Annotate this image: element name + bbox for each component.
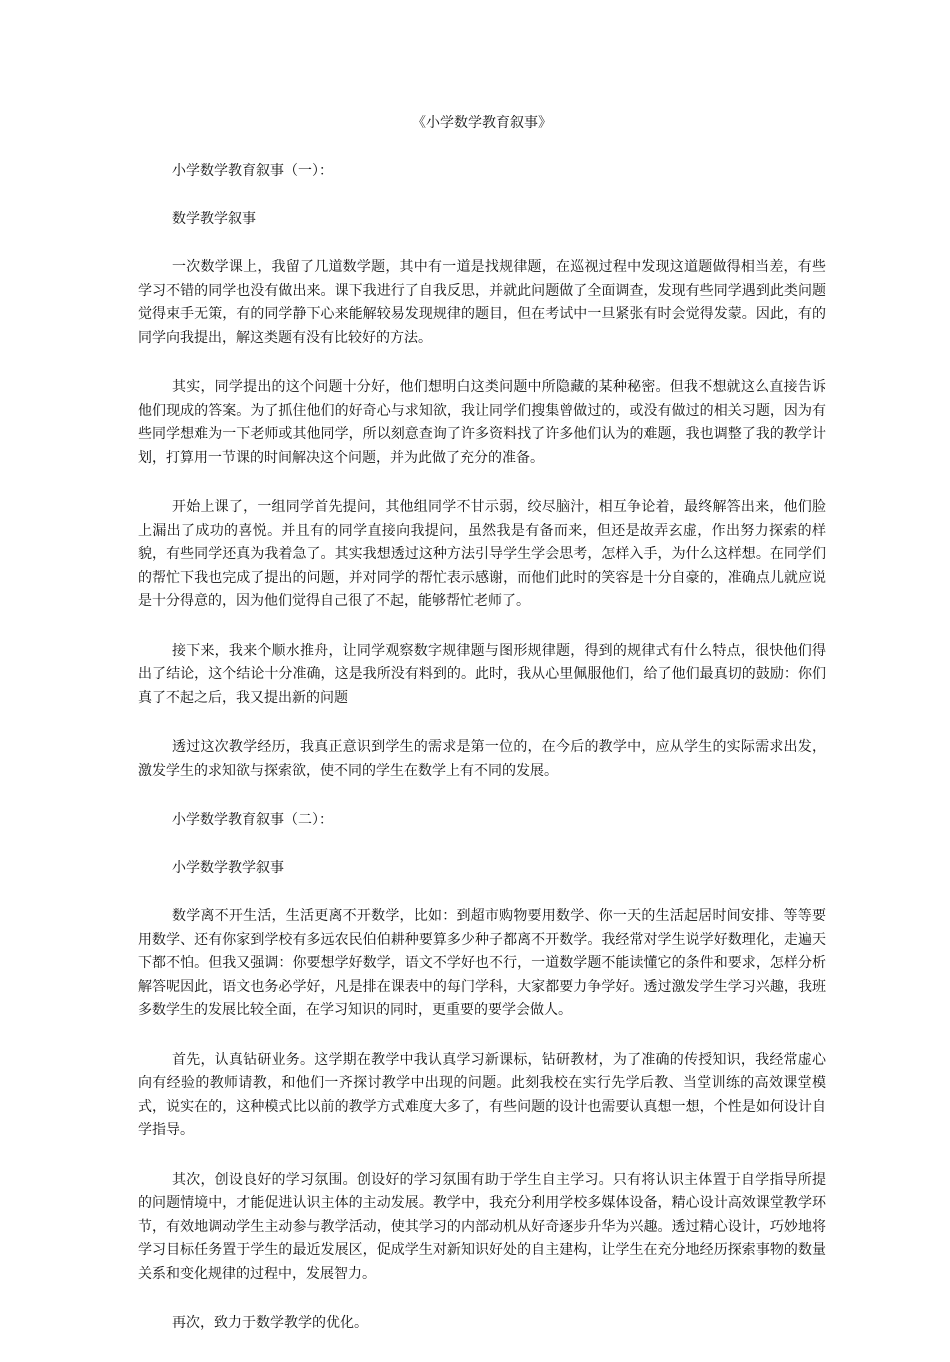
paragraph: 首先，认真钻研业务。这学期在教学中我认真学习新课标，钻研教材，为了准确的传授知识，我经常虚心向有经验的教师请教，和他们一齐探讨教学中出现的问题。此刻我校在实行先学后教、当堂训练的高效课堂模式，说实在的，这种模式比以前的教学方式难度大多了，有些问题的设计也需要认真想一想，个性是如何设计自学指导。: [138, 1051, 826, 1138]
part2-subheading: 小学数学教学叙事: [172, 860, 284, 876]
document-page: [138, 112, 826, 1362]
paragraph: 其实，同学提出的这个问题十分好，他们想明白这类问题中所隐藏的某种秘密。但我不想就这么直接告诉他们现成的答案。为了抓住他们的好奇心与求知欲，我让同学们搜集曾做过的，或没有做过的相关习题，因为有些同学想难为一下老师或其他同学，所以刻意查询了许多资料找了许多他们认为的难题，我也调整了我的教学计划，打算用一节课的时间解决这个问题，并为此做了充分的准备。: [138, 379, 826, 466]
paragraph: 接下来，我来个顺水推舟，让同学观察数字规律题与图形规律题，得到的规律式有什么特点，很快他们得出了结论，这个结论十分准确，这是我所没有料到的。此时，我从心里佩服他们，给了他们最真切的鼓励：你们真了不起之后，我又提出新的问题: [138, 642, 826, 706]
paragraph: 其次，创设良好的学习氛围。创设好的学习氛围有助于学生自主学习。只有将认识主体置于自学指导所提的问题情境中，才能促进认识主体的主动发展。教学中，我充分利用学校多媒体设备，精心设计高效课堂教学环节，有效地调动学生主动参与教学活动，使其学习的内部动机从好奇逐步升华为兴趣。透过精心设计，巧妙地将学习目标任务置于学生的最近发展区，促成学生对新知识好处的自主建构，让学生在充分地经历探索事物的数量关系和变化规律的过程中，发展智力。: [138, 1171, 826, 1282]
part1-heading: 小学数学教育叙事（一）：: [172, 163, 333, 179]
paragraph: 一次数学课上，我留了几道数学题，其中有一道是找规律题，在巡视过程中发现这道题做得相当差，有些学习不错的同学也没有做出来。课下我进行了自我反思，并就此问题做了全面调查，发现有些同学遇到此类问题觉得束手无策，有的同学静下心来能解较易发现规律的题目，但在考试中一旦紧张有时会觉得发蒙。因此，有的同学向我提出，解这类题有没有比较好的方法。: [138, 259, 826, 346]
part1-subheading: 数学教学叙事: [172, 211, 256, 227]
paragraph: 开始上课了，一组同学首先提问，其他组同学不甘示弱，绞尽脑汁，相互争论着，最终解答出来，他们脸上漏出了成功的喜悦。并且有的同学直接向我提问，虽然我是有备而来，但还是故弄玄虚，作出努力探索的样貌，有些同学还真为我着急了。其实我想透过这种方法引导学生学会思考，怎样入手，为什么这样想。在同学们的帮忙下我也完成了提出的问题，并对同学的帮忙表示感谢，而他们此时的笑容是十分自豪的，准确点儿就应说是十分得意的，因为他们觉得自己很了不起，能够帮忙老师了。: [138, 499, 826, 609]
paragraph: 透过这次教学经历，我真正意识到学生的需求是第一位的，在今后的教学中，应从学生的实际需求出发，激发学生的求知欲与探索欲，使不同的学生在数学上有不同的发展。: [138, 739, 826, 779]
paragraph: 数学离不开生活，生活更离不开数学，比如：到超市购物要用数学、你一天的生活起居时间安排、等等要用数学、还有你家到学校有多远农民伯伯耕种要算多少种子都离不开数学。我经常对学生说学好数理化，走遍天下都不怕。但我又强调：你要想学好数学，语文不学好也不行，一道数学题不能读懂它的条件和要求，怎样分析解答呢因此，语文也务必学好，凡是排在课表中的每门学科，大家都要力争学好。透过激发学生学习兴趣，我班多数学生的发展比较全面，在学习知识的同时，更重要的要学会做人。: [138, 908, 826, 1018]
paragraph: 再次，致力于数学教学的优化。: [172, 1315, 368, 1331]
document-title: 《小学数学教育叙事》: [412, 115, 552, 131]
part2-heading: 小学数学教育叙事（二）：: [172, 812, 333, 828]
